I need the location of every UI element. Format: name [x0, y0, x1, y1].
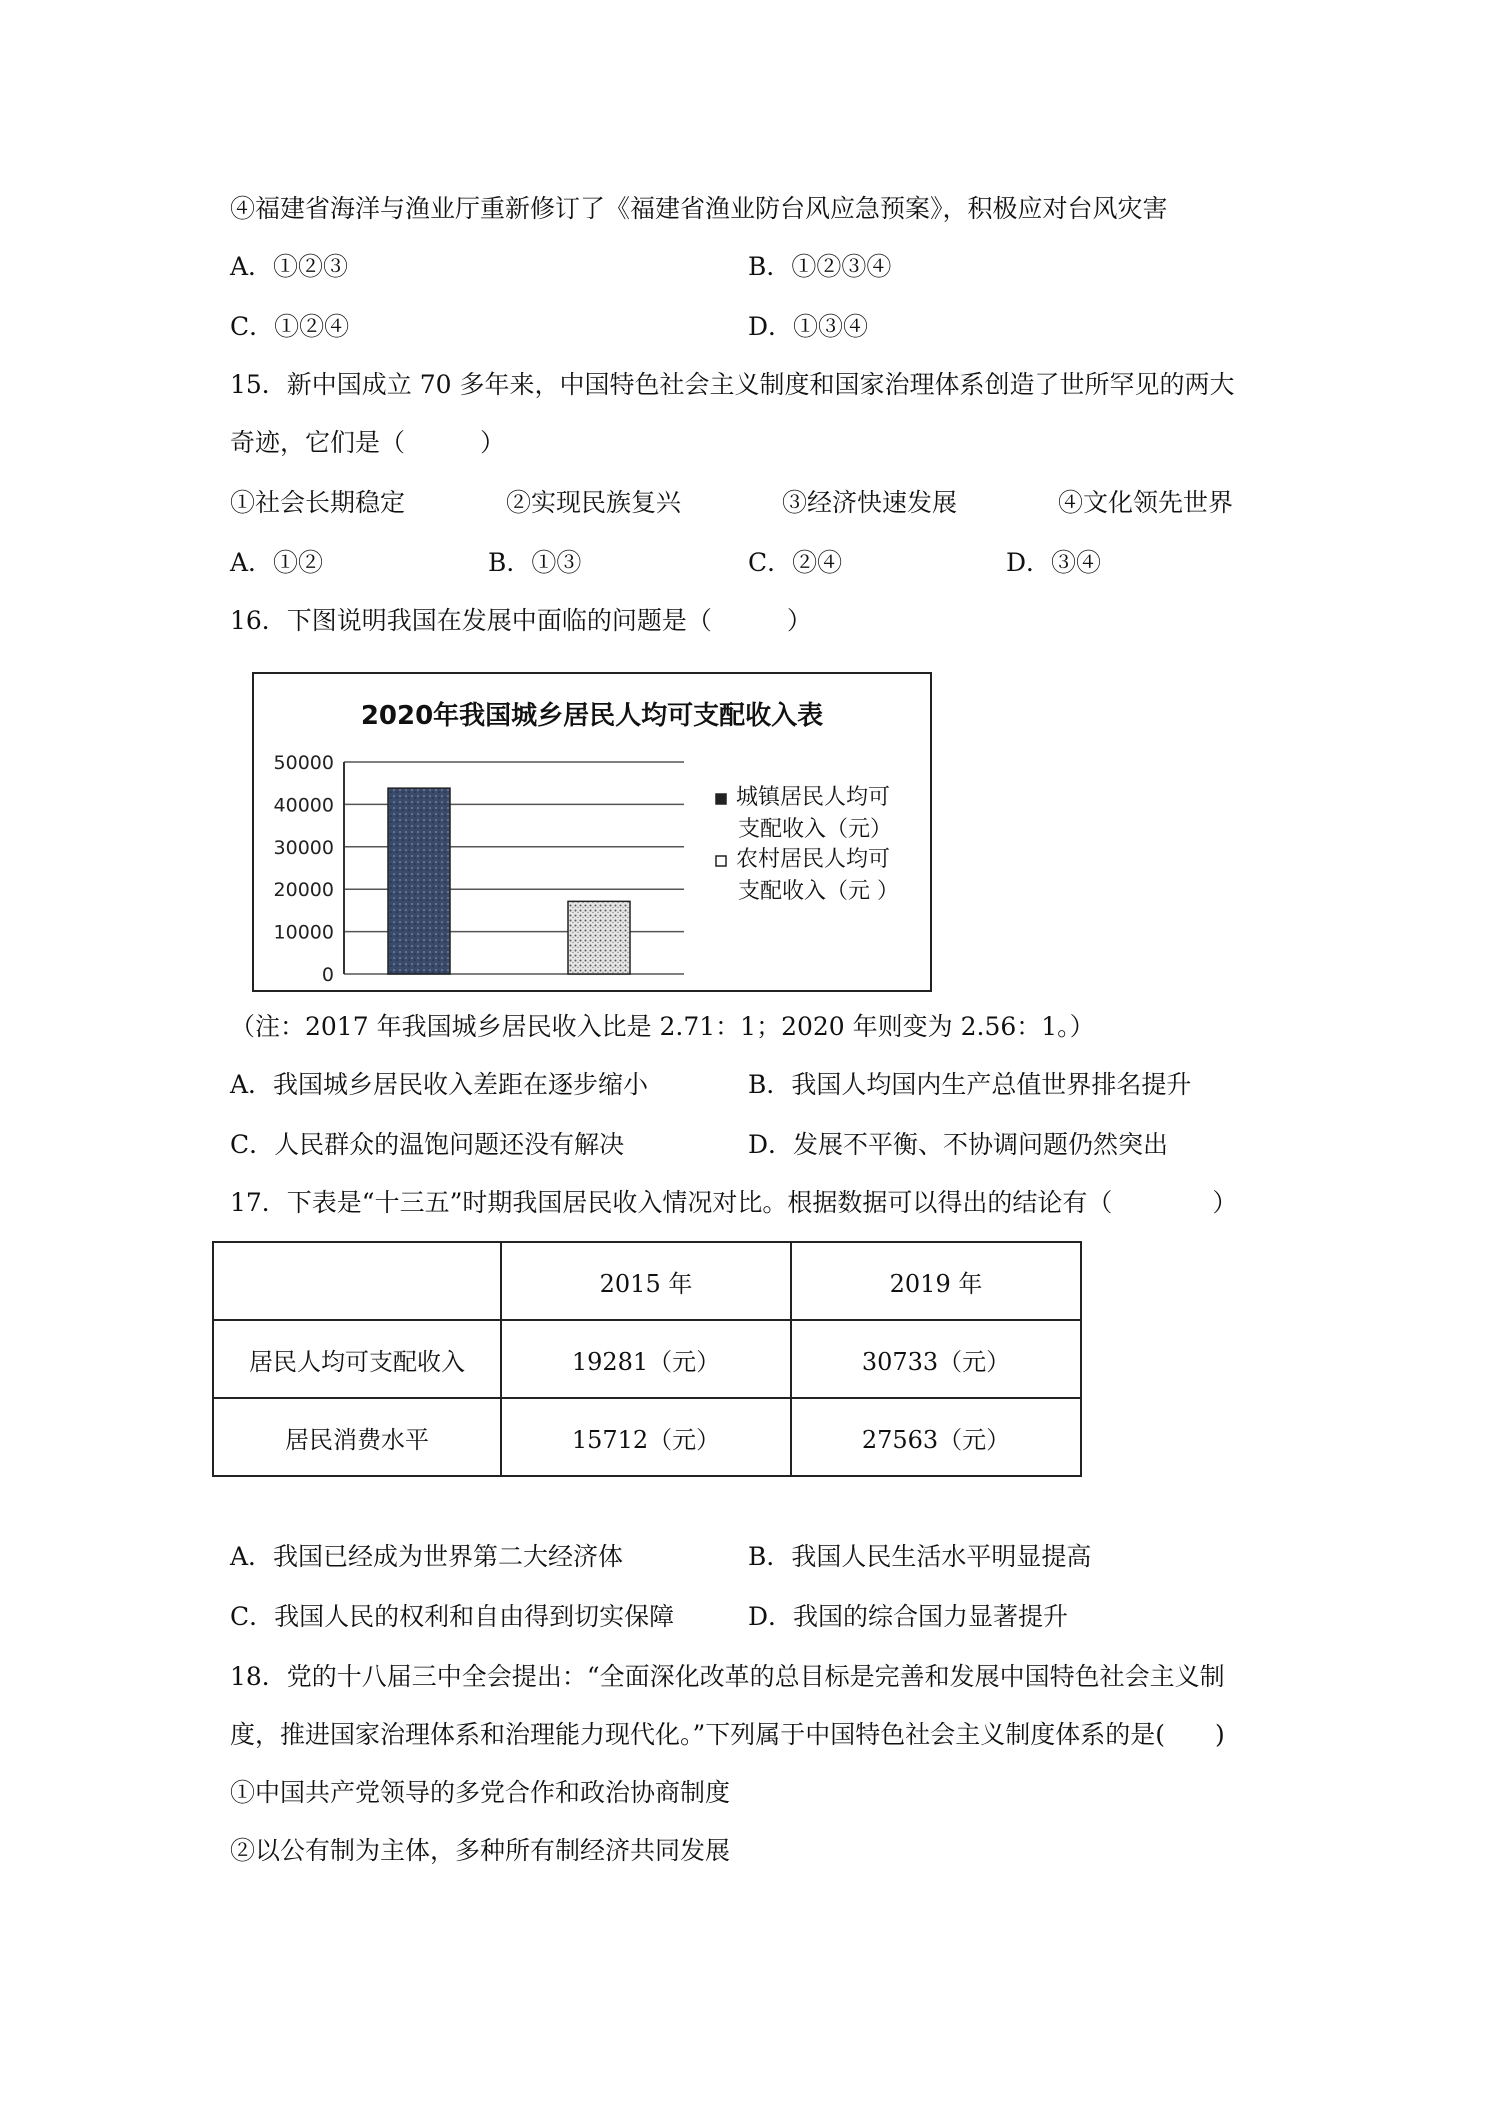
income-chart-svg [254, 674, 930, 990]
legend-swatch [716, 856, 726, 866]
q15-option-c: C．②④ [748, 548, 843, 577]
q16-option-d: D．发展不平衡、不协调问题仍然突出 [748, 1130, 1169, 1159]
y-tick-label: 10000 [273, 921, 334, 944]
q16-option-c: C．人民群众的温饱问题还没有解决 [230, 1130, 625, 1159]
q18-stem-line2: 度，推进国家治理体系和治理能力现代化。”下列属于中国特色社会主义制度体系的是( ) [230, 1720, 1225, 1749]
table-header-row [213, 1242, 1081, 1320]
q15-option-a: A．①② [230, 548, 324, 577]
q16-stem: 16．下图说明我国在发展中面临的问题是（ ） [230, 606, 812, 635]
table-cell: 15712（元） [501, 1398, 791, 1476]
chart-title: 2020年我国城乡居民人均可支配收入表 [360, 701, 824, 731]
table-row [213, 1320, 1081, 1398]
table-cell: 居民消费水平 [213, 1398, 501, 1476]
q15-stem-line2: 奇迹，它们是（ ） [230, 428, 506, 457]
legend-swatch [716, 794, 726, 804]
table-cell: 19281（元） [501, 1320, 791, 1398]
q17-option-a: A．我国已经成为世界第二大经济体 [230, 1542, 624, 1571]
q17-option-b: B．我国人民生活水平明显提高 [748, 1542, 1092, 1571]
chart-bar [568, 901, 630, 974]
q14-option-d: D．①③④ [748, 312, 869, 341]
table-cell: 30733（元） [791, 1320, 1081, 1398]
q16-option-a: A．我国城乡居民收入差距在逐步缩小 [230, 1070, 649, 1099]
legend-label: 城镇居民人均可 [736, 785, 891, 810]
q15-item-4: ④文化领先世界 [1058, 488, 1234, 517]
q14-option-a: A．①②③ [230, 252, 349, 281]
q18-stem-line1: 18．党的十八届三中全会提出：“全面深化改革的总目标是完善和发展中国特色社会主义制 [230, 1662, 1225, 1691]
y-tick-label: 50000 [273, 752, 334, 774]
q15-option-b: B．①③ [488, 548, 582, 577]
q18-item-1: ①中国共产党领导的多党合作和政治协商制度 [230, 1778, 731, 1807]
income-comparison-table [212, 1241, 1082, 1477]
income-chart [252, 672, 932, 992]
table-header-cell: 2015 年 [501, 1242, 791, 1320]
q14-option-c: C．①②④ [230, 312, 350, 341]
q15-item-1: ①社会长期稳定 [230, 488, 406, 517]
y-tick-label: 40000 [273, 794, 334, 817]
y-tick-label: 20000 [273, 879, 334, 902]
q15-stem-line1: 15．新中国成立 70 多年来，中国特色社会主义制度和国家治理体系创造了世所罕见的两大 [230, 370, 1235, 399]
legend-label: 农村居民人均可 [736, 847, 891, 872]
table-header-cell [213, 1242, 501, 1320]
q17-option-d: D．我国的综合国力显著提升 [748, 1602, 1069, 1631]
y-tick-label: 30000 [273, 836, 334, 859]
q15-option-d: D．③④ [1006, 548, 1102, 577]
table-cell: 27563（元） [791, 1398, 1081, 1476]
q16-option-b: B．我国人均国内生产总值世界排名提升 [748, 1070, 1192, 1099]
legend-label: 支配收入（元 ） [738, 879, 899, 904]
legend-label: 支配收入（元） [738, 817, 893, 842]
q17-stem: 17．下表是“十三五”时期我国居民收入情况对比。根据数据可以得出的结论有（ ） [230, 1188, 1238, 1217]
table-row [213, 1398, 1081, 1476]
q14-option-b: B．①②③④ [748, 252, 892, 281]
chart-bar [388, 788, 450, 974]
q17-option-c: C．我国人民的权利和自由得到切实保障 [230, 1602, 675, 1631]
y-tick-label: 0 [321, 964, 334, 986]
table-header-cell: 2019 年 [791, 1242, 1081, 1320]
q14-item-4: ④福建省海洋与渔业厅重新修订了《福建省渔业防台风应急预案》，积极应对台风灾害 [230, 194, 1168, 223]
table-cell: 居民人均可支配收入 [213, 1320, 501, 1398]
q15-item-2: ②实现民族复兴 [506, 488, 682, 517]
q15-item-3: ③经济快速发展 [782, 488, 958, 517]
q18-item-2: ②以公有制为主体，多种所有制经济共同发展 [230, 1836, 731, 1865]
q16-note: （注：2017 年我国城乡居民收入比是 2.71：1；2020 年则变为 2.56：1。） [230, 1012, 1095, 1041]
